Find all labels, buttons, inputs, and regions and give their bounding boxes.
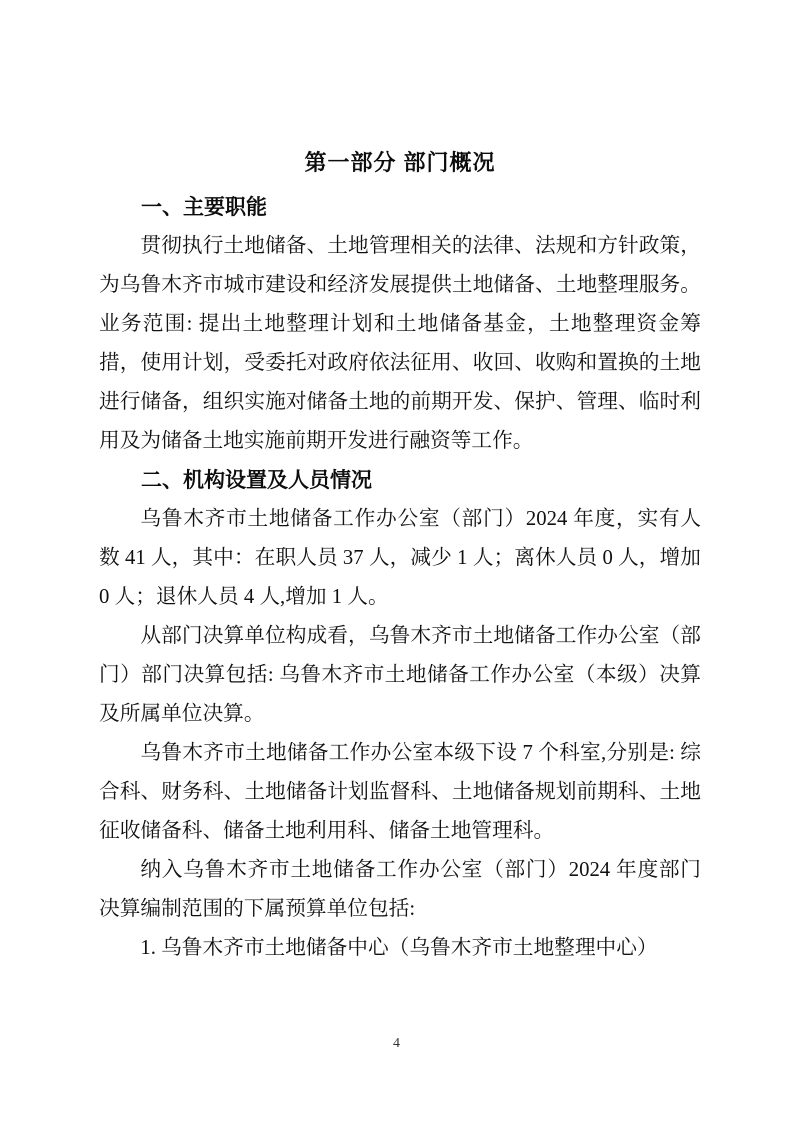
section-heading-organization-staff: 二、机构设置及人员情况 — [141, 469, 372, 492]
section-heading-main-functions: 一、主要职能 — [141, 196, 267, 219]
body-paragraph: 乌鲁木齐市土地储备工作办公室本级下设 7 个科室,分别是: 综合科、财务科、土地储备计划监督科、土地储备规划前期科、土地征收储备科、储备土地利用科、储备土地管理科。 — [99, 742, 701, 842]
body-paragraph: 贯彻执行土地储备、土地管理相关的法律、法规和方针政策，为乌鲁木齐市城市建设和经济发展提供土地储备、土地整理服务。业务范围: 提出土地整理计划和土地储备基金，土地整理资金筹措，使用计划，受委托对政府依法征用、收回、收购和置换的土地进行储备，组织实施对储备土地的前期开发、保护、管理、临时利用及为储备土地实施前期开发进行融资等工作。 — [99, 235, 701, 452]
page-number: 4 — [393, 1036, 400, 1051]
body-paragraph: 从部门决算单位构成看，乌鲁木齐市土地储备工作办公室（部门）部门决算包括: 乌鲁木齐市土地储备工作办公室（本级）决算及所属单位决算。 — [99, 625, 701, 725]
body-paragraph: 纳入乌鲁木齐市土地储备工作办公室（部门）2024 年度部门决算编制范围的下属预算单位包括: — [99, 859, 701, 920]
list-item: 1. 乌鲁木齐市土地储备中心（乌鲁木齐市土地整理中心） — [140, 937, 658, 959]
document-content — [99, 148, 701, 968]
body-paragraph: 乌鲁木齐市土地储备工作办公室（部门）2024 年度，实有人数 41 人，其中：在职人员 37 人，减少 1 人；离休人员 0 人，增加 0 人；退休人员 4 人,增加 1 人。 — [99, 508, 701, 608]
document-title: 第一部分 部门概况 — [304, 150, 496, 175]
